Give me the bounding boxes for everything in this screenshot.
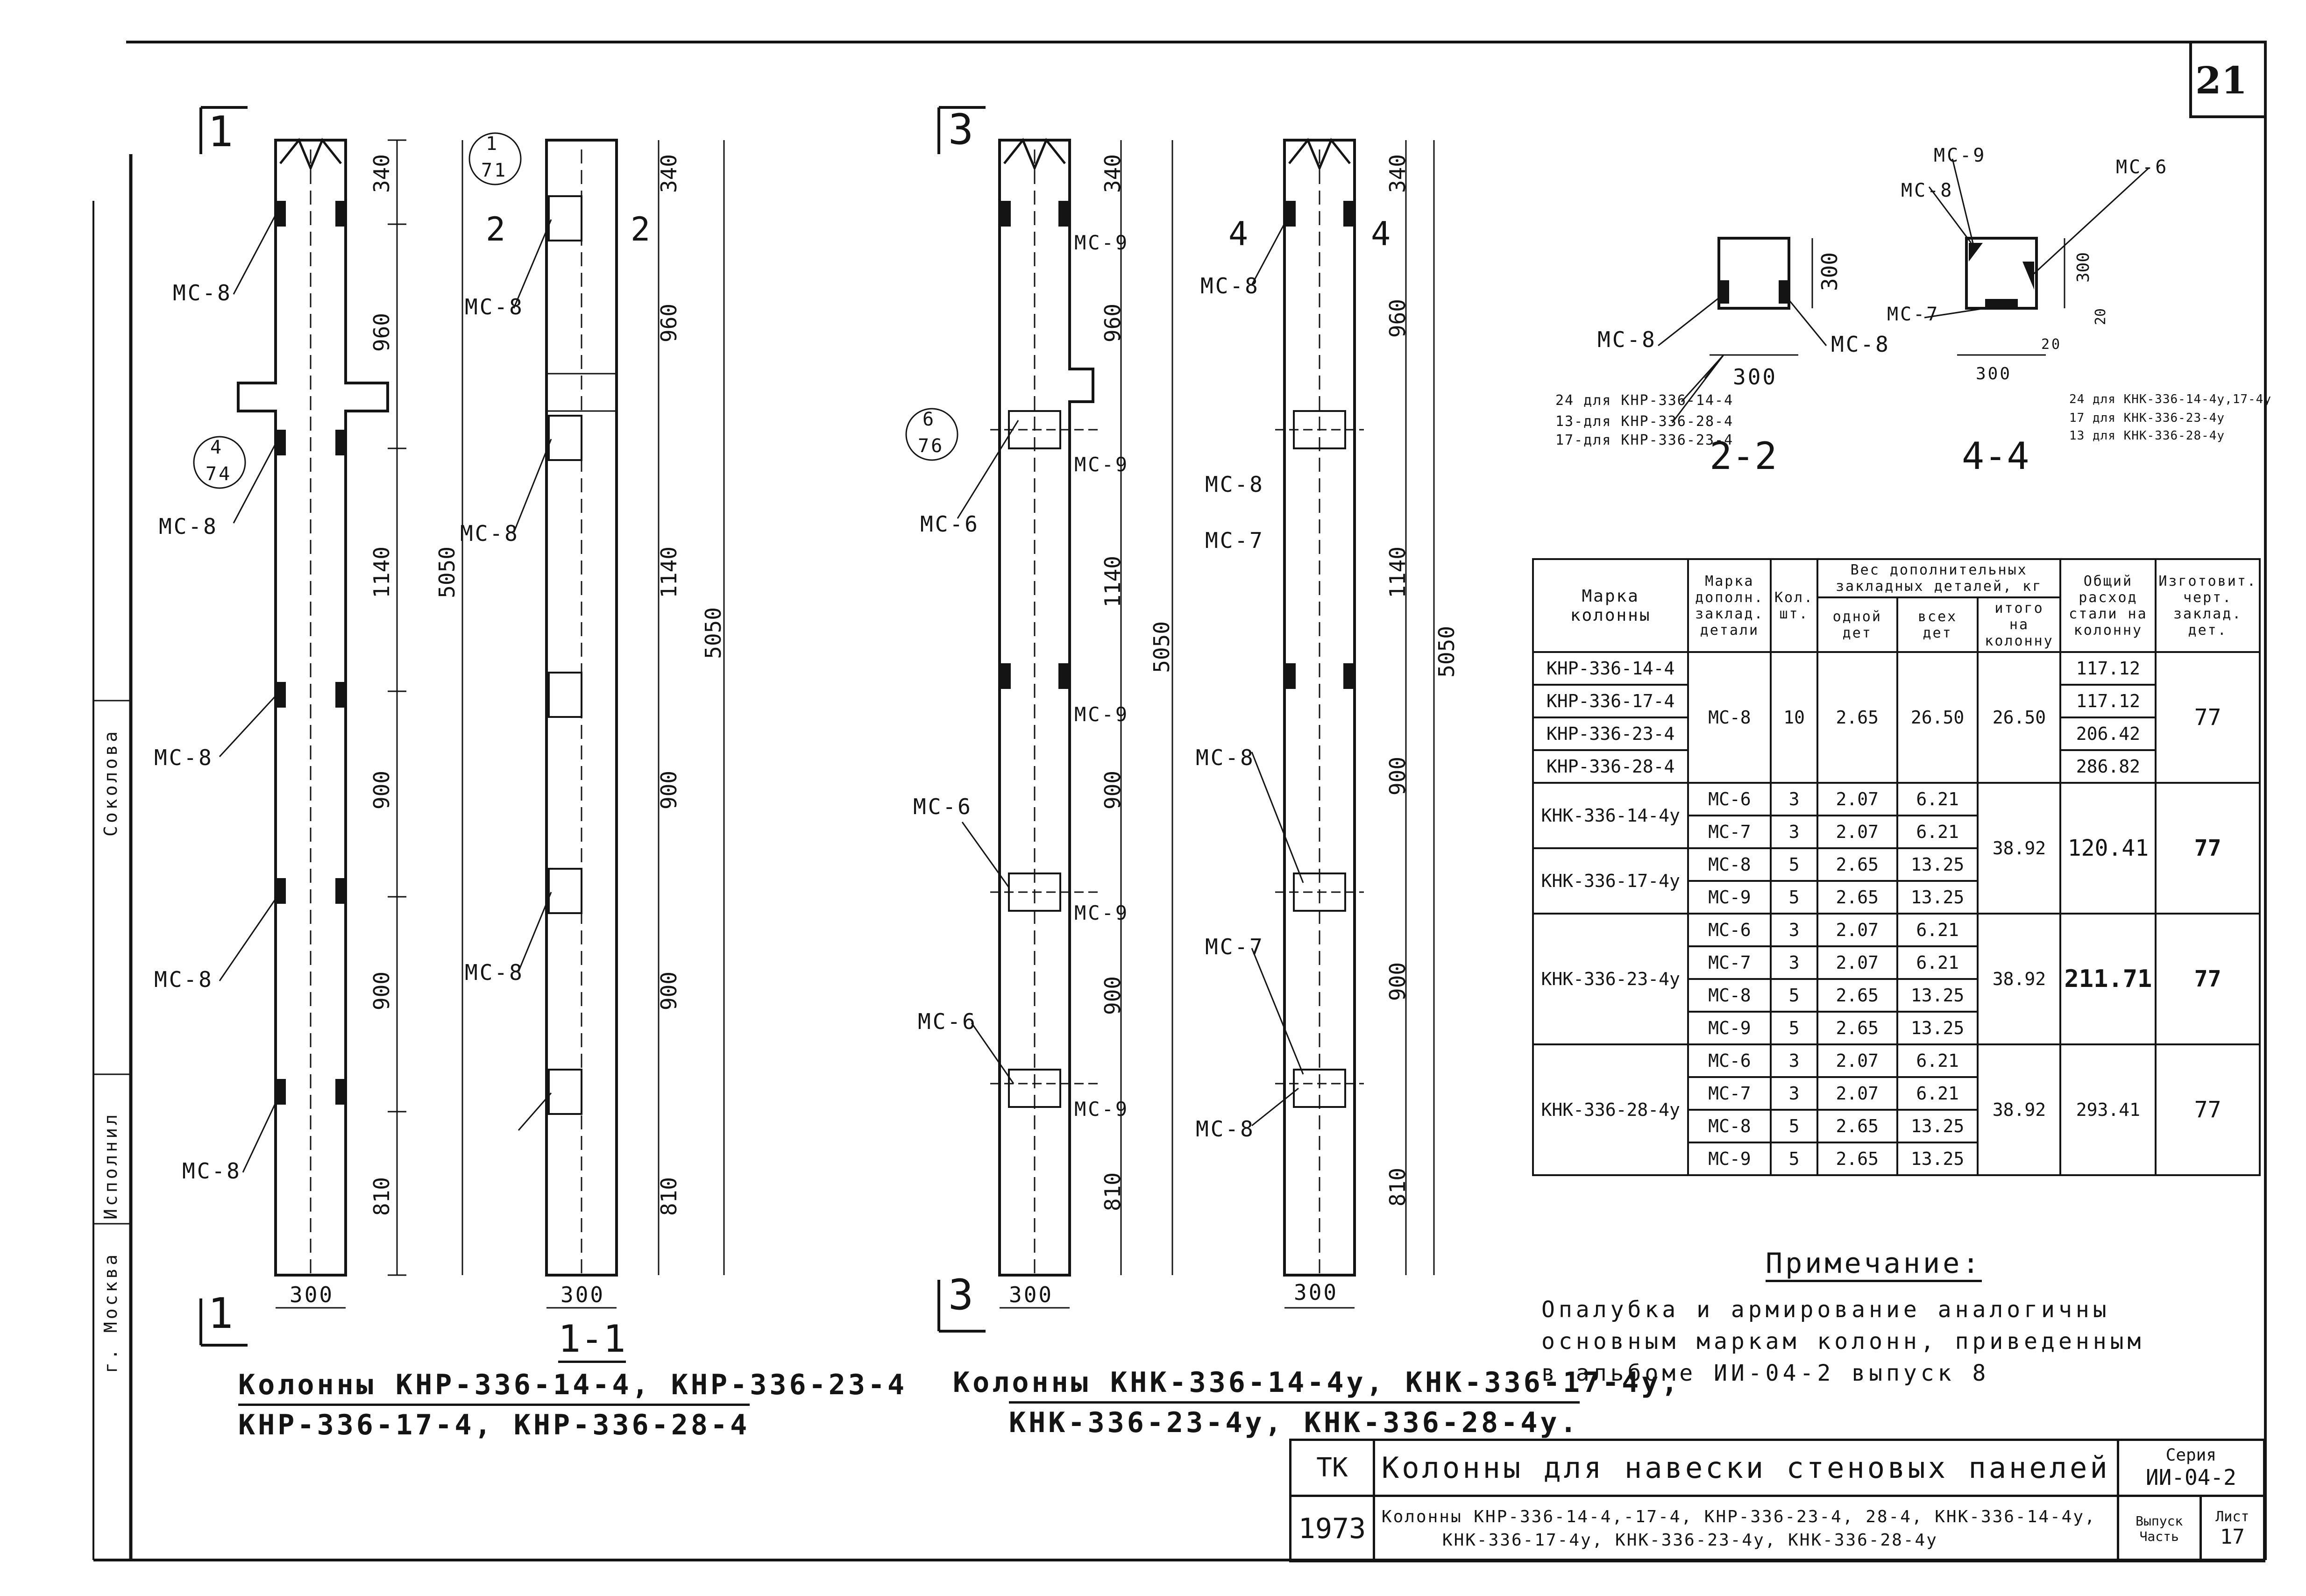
section-mark-2-left: 2 [486,210,506,248]
dim-810: 810 [1385,1168,1410,1207]
dim-width: 300 [290,1282,334,1307]
s22-label: МС-8 [1597,327,1657,352]
cell-part: МС-6 [1688,1044,1771,1077]
stamp-title: Колонны для навески стеновых панелей [1374,1440,2118,1496]
part-label: МС-8 [1200,273,1260,298]
dim-total: 5050 [434,546,460,598]
section-mark-4-left: 4 [1228,215,1249,253]
section-mark-4-right: 4 [1371,215,1391,253]
dim-340: 340 [369,154,394,193]
dim-960: 960 [1385,299,1410,338]
hdr-w-one: одной дет [1817,597,1897,652]
dim-total: 5050 [701,607,726,659]
cell-mark: КНР-336-23-4 [1533,717,1688,750]
cell-maker: 77 [2156,914,2260,1044]
stamp-sheet-value: 17 [2220,1525,2245,1549]
s44-dim: 300 [1976,364,2012,383]
dim-810: 810 [369,1177,394,1216]
cell-all: 26.50 [1897,652,1978,783]
hdr-maker: Изготовит. черт. заклад. дет. [2156,559,2260,652]
dim-900: 900 [1385,962,1410,1001]
dim-1140: 1140 [1100,556,1125,608]
dim-810: 810 [1100,1172,1125,1212]
cell-all: 13.25 [1897,881,1978,914]
part-label: МС-8 [1205,472,1264,497]
cell-all: 6.21 [1897,783,1978,816]
cell-part: МС-6 [1688,783,1771,816]
cell-total: 38.92 [1978,1044,2060,1175]
cell-part: МС-6 [1688,914,1771,946]
dim-340: 340 [1100,154,1125,193]
cell-one: 2.65 [1817,881,1897,914]
s22-title: 2-2 [1710,434,1777,478]
section-mark-1-bottom: 1 [208,1289,234,1338]
cell-mark: КНР-336-14-4 [1533,652,1688,685]
dim-960: 960 [656,304,681,343]
dim-900: 900 [656,771,681,810]
dim-900: 900 [1385,757,1410,796]
part-label: МС-8 [159,514,218,539]
stamp-issue-value: Часть [2139,1528,2179,1544]
cell-part: МС-8 [1688,979,1771,1012]
dim-width: 300 [1009,1282,1054,1307]
cell-total: 38.92 [1978,783,2060,914]
cell-all: 6.21 [1897,914,1978,946]
cell-part: МС-8 [1688,848,1771,881]
dim-900: 900 [369,972,394,1011]
dim-340: 340 [656,154,681,193]
cell-qty: 5 [1771,979,1817,1012]
part-label: МС-8 [465,960,524,985]
section-caption-1-1: 1-1 [558,1317,626,1363]
cell-mark: КНК-336-28-4у [1533,1044,1688,1175]
left-caption-line1: Колонны КНР-336-14-4, КНР-336-23-4 [238,1369,908,1401]
s44-dim: 20 [2093,308,2109,326]
part-label: МС-8 [1196,745,1255,770]
dim-960: 960 [1100,304,1125,343]
stamp-series-value: ИИ-04-2 [2145,1465,2236,1490]
dim-810: 810 [656,1177,681,1216]
cell-one: 2.07 [1817,783,1897,816]
node-ref-1-top: 1 [486,133,499,155]
part-label: МС-9 [1074,1098,1129,1121]
cell-steel: 117.12 [2060,685,2156,717]
cell-qty: 3 [1771,914,1817,946]
cell-maker: 77 [2156,652,2260,783]
cell-total: 26.50 [1978,652,2060,783]
title-stamp [1289,1439,2265,1562]
cell-mark: КНР-336-28-4 [1533,750,1688,783]
part-label: МС-9 [1074,703,1129,726]
stamp-subtitle-line: Колонны КНР-336-14-4,-17-4, КНР-336-23-4, 28-4, КНК-336-14-4у, [1381,1507,2096,1526]
cell-maker: 77 [2156,1044,2260,1175]
hdr-w-all: всех дет [1897,597,1978,652]
cell-one: 2.65 [1817,652,1897,783]
hdr-w-total: итого на колонну [1978,597,2060,652]
node-ref-3-top: 6 [922,409,936,430]
cell-one: 2.65 [1817,1012,1897,1044]
cell-steel: 211.71 [2060,914,2156,1044]
s22-dim: 300 [1817,252,1842,291]
part-label: МС-8 [182,1158,241,1184]
dim-340: 340 [1385,154,1410,193]
s44-note: 13 для КНК-336-28-4у [2069,429,2225,443]
dim-total: 5050 [1434,626,1459,678]
cell-one: 2.65 [1817,1142,1897,1175]
hdr-qty: Кол. шт. [1771,559,1817,652]
cell-qty: 5 [1771,848,1817,881]
dim-1140: 1140 [1385,546,1410,598]
s22-dim: 300 [1733,364,1778,390]
cell-part: МС-9 [1688,1012,1771,1044]
section-mark-3-bottom: 3 [948,1270,974,1319]
dim-960: 960 [369,313,394,352]
cell-qty: 5 [1771,1110,1817,1142]
cell-mark: КНР-336-17-4 [1533,685,1688,717]
part-label: МС-8 [460,521,519,546]
note-body [1541,1294,2144,1389]
cell-steel: 293.41 [2060,1044,2156,1175]
node-ref-1-bottom: 71 [481,160,508,181]
cell-all: 6.21 [1897,1044,1978,1077]
note-line: Опалубка и армирование аналогичны [1541,1297,2110,1323]
hdr-mark: Марка колонны [1533,559,1688,652]
cell-one: 2.65 [1817,848,1897,881]
section-mark-2-right: 2 [631,210,651,248]
dim-900: 900 [1100,771,1125,810]
note-line: в альбоме ИИ-04-2 выпуск 8 [1541,1360,1990,1386]
node-ref-3-bottom: 76 [918,435,944,457]
s44-note: 17 для КНК-336-23-4у [2069,411,2225,425]
s22-note: 13-для КНР-336-28-4 [1555,413,1734,430]
dim-900: 900 [1100,976,1125,1015]
s22-note: 24 для КНР-336-14-4 [1555,392,1734,409]
cell-part: МС-7 [1688,816,1771,848]
cell-one: 2.07 [1817,1044,1897,1077]
s44-label: МС-8 [1901,180,1954,201]
stamp-sheet-label: Лист [2215,1508,2249,1525]
stamp-year: 1973 [1291,1496,1374,1561]
part-label: МС-8 [154,745,213,770]
part-label: МС-6 [913,794,972,819]
cell-all: 6.21 [1897,816,1978,848]
cell-qty: 3 [1771,946,1817,979]
stamp-sheet [2200,1496,2264,1561]
cell-one: 2.65 [1817,1110,1897,1142]
cell-part: МС-8 [1688,1110,1771,1142]
dim-900: 900 [656,972,681,1011]
hdr-weight: Вес дополнительных закладных деталей, кг [1817,559,2061,597]
stamp-subtitle-line: КНК-336-17-4у, КНК-336-23-4у, КНК-336-28-4у [1442,1530,1938,1550]
cell-all: 13.25 [1897,848,1978,881]
cell-qty: 3 [1771,816,1817,848]
cell-one: 2.07 [1817,914,1897,946]
hdr-steel: Общий расход стали на колонну [2060,559,2156,652]
cell-qty: 10 [1771,652,1817,783]
cell-qty: 3 [1771,1044,1817,1077]
cell-total: 38.92 [1978,914,2060,1044]
section-mark-3-top: 3 [948,105,974,154]
note-line: основным маркам колонн, приведенным [1541,1328,2145,1355]
cell-all: 13.25 [1897,979,1978,1012]
cell-qty: 3 [1771,783,1817,816]
part-label: МС-6 [920,511,979,537]
dim-1140: 1140 [656,546,681,598]
cell-one: 2.65 [1817,979,1897,1012]
part-label: МС-9 [1074,231,1129,254]
s44-title: 4-4 [1962,434,2029,478]
part-label: МС-8 [465,294,524,319]
cell-mark: КНК-336-17-4у [1533,848,1688,914]
stamp-subtitle [1374,1496,2118,1561]
stamp-series [2118,1440,2264,1496]
dim-width: 300 [1294,1280,1339,1305]
s44-dim: 300 [2074,252,2093,283]
cell-one: 2.07 [1817,816,1897,848]
s44-label: МС-6 [2116,156,2169,178]
side-text-executor: Исполнил [100,1112,121,1220]
cell-qty: 5 [1771,1142,1817,1175]
s44-dim: 20 [2041,336,2062,353]
cell-part: МС-9 [1688,1142,1771,1175]
cell-steel: 117.12 [2060,652,2156,685]
part-label: МС-6 [918,1009,977,1034]
s44-label: МС-9 [1934,145,1987,166]
right-caption-line1: Колонны КНК-336-14-4у, КНК-336-17-4у, [953,1366,1681,1399]
s22-label: МС-8 [1831,332,1890,357]
part-label: МС-9 [1074,901,1129,924]
cell-steel: 206.42 [2060,717,2156,750]
cell-all: 6.21 [1897,946,1978,979]
cell-part: МС-9 [1688,881,1771,914]
dim-total: 5050 [1149,621,1174,673]
cell-qty: 5 [1771,1012,1817,1044]
dim-1140: 1140 [369,546,394,598]
cell-steel: 120.41 [2060,783,2156,914]
side-text-name: Соколова [100,729,121,837]
part-label: МС-7 [1205,934,1264,959]
cell-all: 13.25 [1897,1142,1978,1175]
cell-one: 2.07 [1817,1077,1897,1110]
s44-note: 24 для КНК-336-14-4у,17-4у [2069,392,2271,406]
stamp-tk: ТК [1291,1440,1374,1496]
cell-all: 6.21 [1897,1077,1978,1110]
note-title: Примечание: [1766,1247,1982,1282]
cell-maker: 77 [2156,783,2260,914]
dim-width: 300 [561,1282,605,1307]
stamp-issue [2118,1496,2200,1561]
cell-all: 13.25 [1897,1110,1978,1142]
node-ref-2-top: 4 [210,437,224,458]
node-ref-2-bottom: 74 [206,463,232,485]
dim-900: 900 [369,771,394,810]
cell-part: МС-7 [1688,1077,1771,1110]
cell-mark: КНК-336-23-4у [1533,914,1688,1044]
right-caption-line2: КНК-336-23-4у, КНК-336-28-4у. [1009,1401,1580,1439]
part-label: МС-8 [1196,1116,1255,1142]
side-text-city: г. Москва [100,1252,121,1373]
part-label: МС-8 [154,967,213,992]
cell-qty: 5 [1771,881,1817,914]
section-mark-1-top: 1 [208,107,234,156]
cell-mark: КНК-336-14-4у [1533,783,1688,848]
part-label: МС-8 [173,280,232,305]
spec-table [1532,558,2261,1176]
cell-part: МС-7 [1688,946,1771,979]
part-label: МС-7 [1205,528,1264,553]
sheet-number: 21 [2195,58,2248,102]
left-caption-line2: КНР-336-17-4, КНР-336-28-4 [238,1404,750,1441]
stamp-issue-label: Выпуск [2136,1513,2183,1529]
cell-qty: 3 [1771,1077,1817,1110]
cell-steel: 286.82 [2060,750,2156,783]
s44-label: МС-7 [1887,304,1940,325]
part-label: МС-9 [1074,453,1129,476]
cell-all: 13.25 [1897,1012,1978,1044]
s22-note: 17-для КНР-336-23-4 [1555,432,1734,448]
hdr-part: Марка дополн. заклад. детали [1688,559,1771,652]
cell-one: 2.07 [1817,946,1897,979]
cell-part: МС-8 [1688,652,1771,783]
stamp-series-label: Серия [2165,1446,2217,1465]
